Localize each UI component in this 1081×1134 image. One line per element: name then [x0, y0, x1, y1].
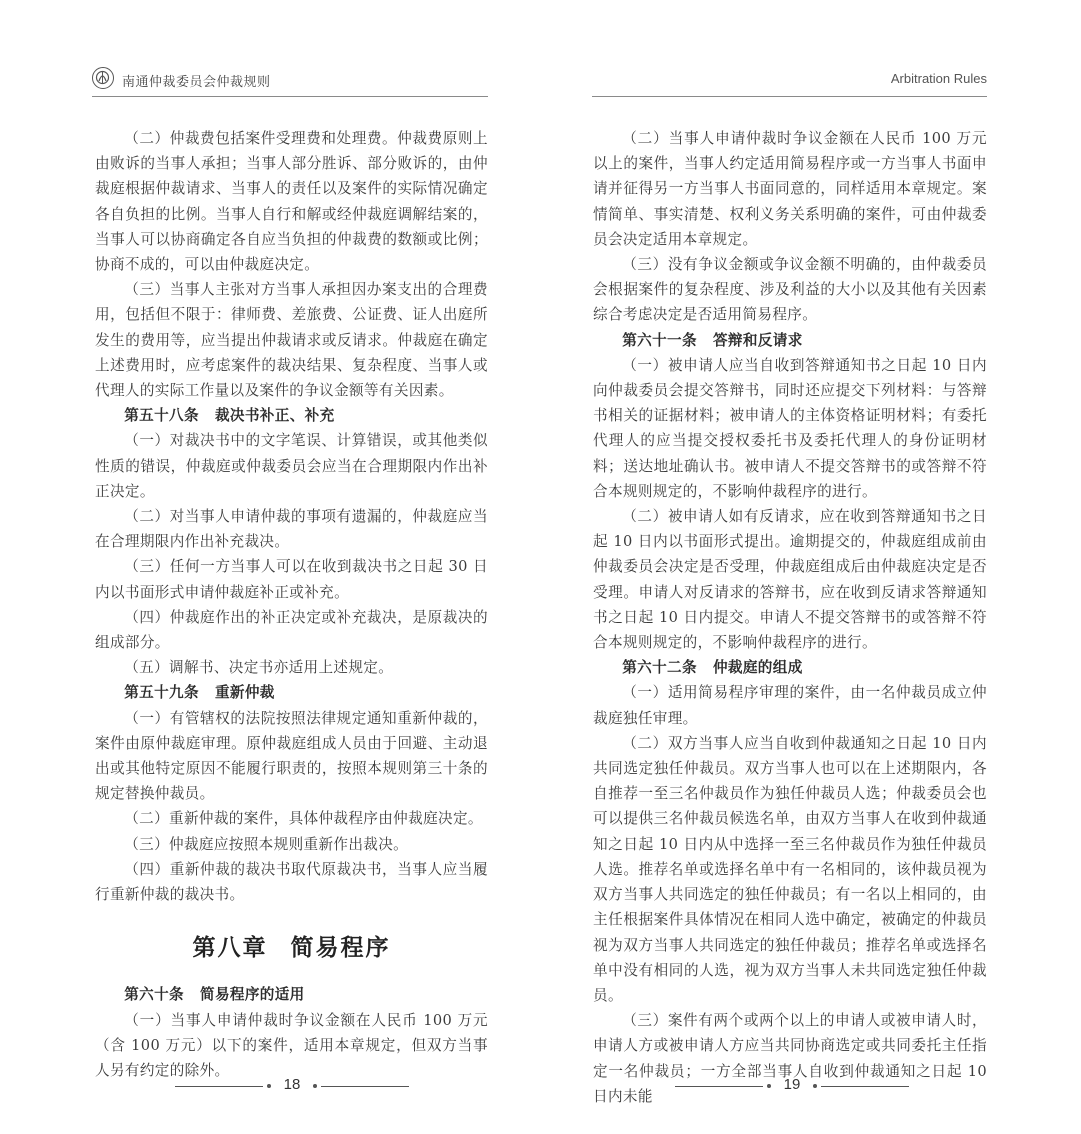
article-heading: [95, 982, 488, 1007]
article-title: 简易程序的适用: [200, 986, 305, 1004]
chapter-number: 第八章: [192, 934, 268, 962]
left-page-footer: [175, 1075, 409, 1099]
paragraph: （二）仲裁费包括案件受理费和处理费。仲裁费原则上由败诉的当事人承担；当事人部分胜诉、部分败诉的，由仲裁庭根据仲裁请求、当事人的责任以及案件的实际情况确定各自负担的比例。当事人自行和解或经仲裁庭调解结案的，当事人可以协商确定各自应当负担的仲裁费的数额或比例；协商不成的，可以由仲裁庭决定。: [95, 130, 488, 274]
paragraph: （二）对当事人申请仲裁的事项有遗漏的，仲裁庭应当在合理期限内作出补充裁决。: [95, 508, 488, 551]
page-number: 18: [283, 1076, 301, 1093]
paragraph: （一）被申请人应当自收到答辩通知书之日起 10 日内向仲裁委员会提交答辩书，同时还应提交下列材料：与答辩书相关的证据材料；被申请人的主体资格证明材料；有委托代理人的应当提交授权委托书及委托代理人的身份证明材料；送达地址确认书。被申请人不提交答辩书的或答辩不符合本规则规定的，不影响仲裁程序的进行。: [593, 356, 987, 500]
article-title: 重新仲裁: [214, 684, 275, 702]
right-page-body: [593, 126, 987, 1109]
paragraph: （一）适用简易程序审理的案件，由一名仲裁员成立仲裁庭独任审理。: [593, 684, 987, 727]
left-page-header: [92, 66, 488, 97]
article-heading: [95, 680, 488, 705]
chapter-title: 简易程序: [290, 934, 391, 962]
article-number: 第五十八条: [124, 407, 199, 425]
paragraph: （三）没有争议金额或争议金额不明确的，由仲裁委员会根据案件的复杂程度、涉及利益的大小以及其他有关因素综合考虑决定是否适用简易程序。: [593, 256, 987, 324]
left-page: [0, 0, 540, 1134]
article-number: 第六十一条: [622, 331, 697, 349]
chapter-heading: [95, 907, 488, 982]
article-number: 第五十九条: [124, 684, 199, 702]
paragraph: （三）任何一方当事人可以在收到裁决书之日起 30 日内以书面形式申请仲裁庭补正或补充。: [95, 558, 488, 601]
article-heading: [95, 403, 488, 428]
paragraph: （一）当事人申请仲裁时争议金额在人民币 100 万元（含 100 万元）以下的案件，适用本章规定，但双方当事人另有约定的除外。: [95, 1011, 488, 1079]
article-title: 仲裁庭的组成: [712, 659, 803, 677]
article-heading: [593, 655, 987, 680]
paragraph: （四）重新仲裁的裁决书取代原裁决书，当事人应当履行重新仲裁的裁决书。: [95, 860, 488, 904]
right-page-header: [592, 66, 987, 97]
page-number: 19: [783, 1076, 801, 1093]
footer-rule: [321, 1086, 409, 1087]
article-heading: [593, 328, 987, 353]
paragraph: （二）被申请人如有反请求，应在收到答辩通知书之日起 10 日内以书面形式提出。逾期提交的，仲裁庭组成前由仲裁委员会决定是否受理，仲裁庭组成后由仲裁庭决定是否受理。申请人对反请求的答辩书，应在收到反请求答辩通知书之日起 10 日内提交。申请人不提交答辩书的或答辩不符合本规则规定的，不影响仲裁程序的进行。: [593, 508, 987, 652]
header-title: Arbitration Rules: [890, 71, 987, 86]
footer-dot: [313, 1084, 317, 1088]
paragraph: （一）对裁决书中的文字笔误、计算错误，或其他类似性质的错误，仲裁庭或仲裁委员会应当在合理期限内作出补正决定。: [95, 432, 488, 500]
paragraph: （三）仲裁庭应按照本规则重新作出裁决。: [124, 835, 409, 853]
paragraph: （三）当事人主张对方当事人承担因办案支出的合理费用，包括但不限于：律师费、差旅费、公证费、证人出庭所发生的费用等，应当提出仲裁请求或反请求。仲裁庭在确定上述费用时，应考虑案件的裁决结果、复杂程度、当事人或代理人的实际工作量以及案件的争议金额等有关因素。: [95, 281, 488, 400]
paragraph: （四）仲裁庭作出的补正决定或补充裁决，是原裁决的组成部分。: [95, 608, 488, 652]
footer-dot: [813, 1084, 817, 1088]
arbitration-logo-icon: [92, 67, 114, 89]
left-page-body: [95, 126, 488, 1083]
footer-rule: [821, 1086, 909, 1087]
article-title: 答辩和反请求: [712, 331, 803, 349]
paragraph: （二）当事人申请仲裁时争议金额在人民币 100 万元以上的案件，当事人约定适用简易程序或一方当事人书面申请并征得另一方当事人书面同意的，同样适用本章规定。案情简单、事实清楚、权利义务关系明确的案件，可由仲裁委员会决定适用本章规定。: [593, 130, 987, 248]
paragraph: （五）调解书、决定书亦适用上述规定。: [124, 659, 394, 677]
paragraph: （一）有管辖权的法院按照法律规定通知重新仲裁的，案件由原仲裁庭审理。原仲裁庭组成人员由于回避、主动退出或其他特定原因不能履行职责的，按照本规则第三十条的规定替换仲裁员。: [95, 709, 488, 803]
right-page: [540, 0, 1081, 1134]
paragraph: （三）案件有两个或两个以上的申请人或被申请人时，申请人方或被申请人方应当共同协商选定或共同委托主任指定一名仲裁员；一方全部当事人自收到仲裁通知之日起 10 日内未能: [593, 1012, 987, 1105]
article-number: 第六十二条: [622, 659, 697, 677]
header-title: 南通仲裁委员会仲裁规则: [122, 75, 271, 90]
right-page-footer: [675, 1075, 909, 1099]
article-number: 第六十条: [124, 986, 184, 1004]
paragraph: （二）双方当事人应当自收到仲裁通知之日起 10 日内共同选定独任仲裁员。双方当事人也可以在上述期限内，各自推荐一至三名仲裁员作为独任仲裁员人选；仲裁委员会也可以提供三名仲裁员候选名单，由双方当事人在收到仲裁通知之日起 10 日内从中选择一至三名仲裁员作为独任仲裁员人选。推荐名单或选择名单中有一名相同的，该仲裁员视为双方当事人共同选定的独任仲裁员；有一名以上相同的，由主任根据案件具体情况在相同人选中确定，被确定的仲裁员视为双方当事人共同选定的独任仲裁员；推荐名单或选择名单中没有相同的人选，视为双方当事人未共同选定独任仲裁员。: [593, 734, 987, 1004]
paragraph: （二）重新仲裁的案件，具体仲裁程序由仲裁庭决定。: [124, 810, 483, 828]
article-title: 裁决书补正、补充: [214, 407, 335, 425]
